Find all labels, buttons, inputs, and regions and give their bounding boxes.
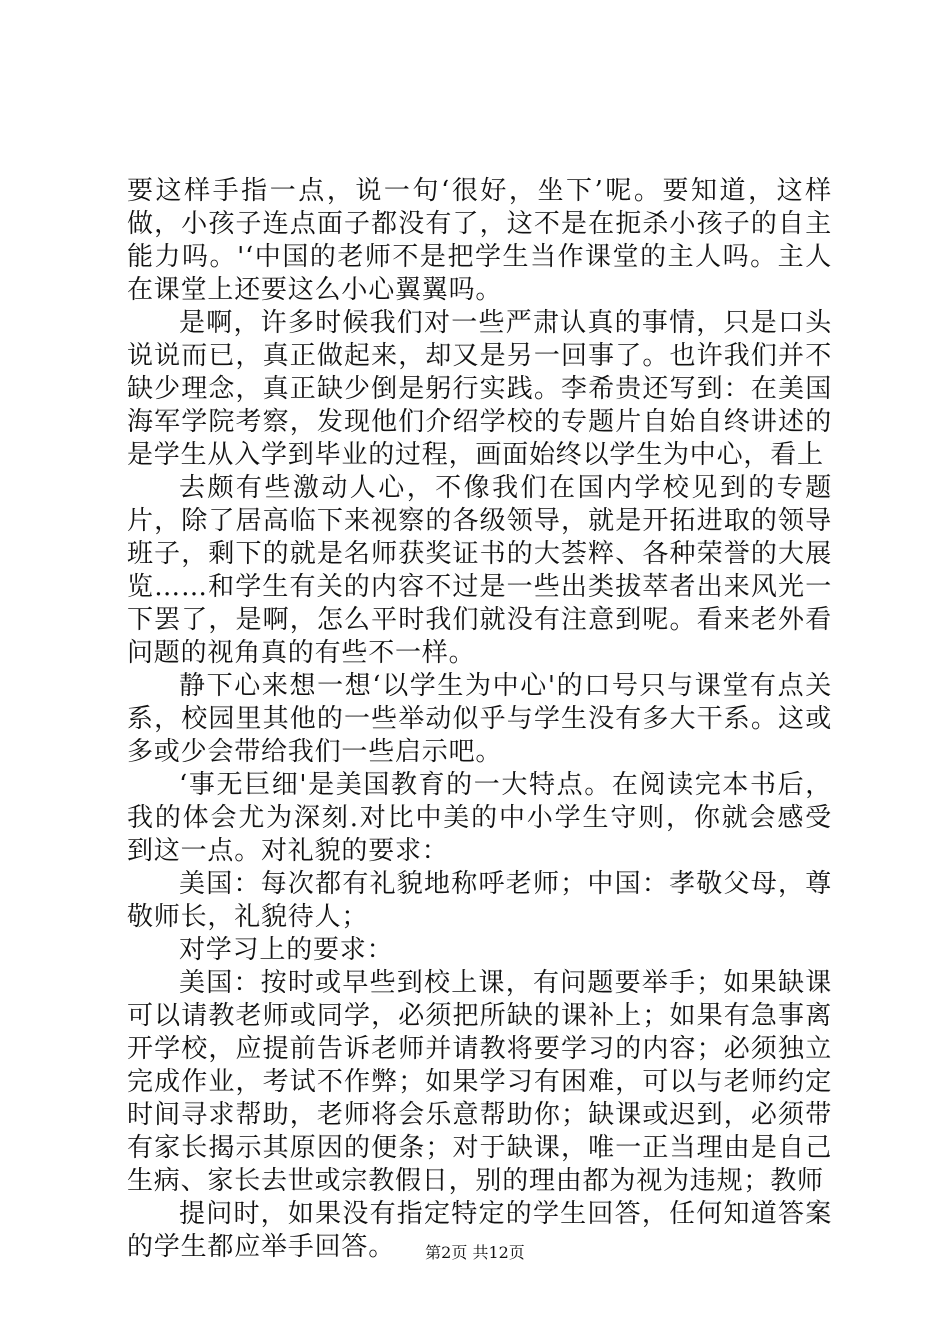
paragraph-7: 对学习上的要求：	[179, 935, 394, 965]
paragraph-1: 要这样手指一点，说一句‘很好，坐下’呢。要知道，这样做，小孩子连点面子都没有了，这不是在扼杀小孩子的自主能力吗。'‘中国的老师不是把学生当作课堂的主人吗。主人在课堂上还要这么小心翼翼吗。	[127, 176, 832, 305]
paragraph-2: 是啊，许多时候我们对一些严肃认真的事情，只是口头说说而已，真正做起来，却又是另一回事了。也许我们并不缺少理念，真正缺少倒是躬行实践。李希贵还写到：在美国海军学院考察，发现他们介绍学校的专题片自始自终讲述的是学生从入学到毕业的过程，画面始终以学生为中心，看上	[127, 308, 832, 470]
paragraph-6: 美国：每次都有礼貌地称呼老师；中国：孝敬父母，尊敬师长，礼貌待人；	[127, 869, 832, 932]
paragraph-3: 去颇有些激动人心，不像我们在国内学校见到的专题片，除了居高临下来视察的各级领导，就是开拓进取的领导班子，剩下的就是名师获奖证书的大荟粹、各种荣誉的大展览……和学生有关的内容不过是一些出类拔萃者出来风光一下罢了，是啊，怎么平时我们就没有注意到呢。看来老外看问题的视角真的有些不一样。	[127, 473, 832, 668]
page-footer: 第2页 共12页	[425, 1243, 525, 1262]
paragraph-9: 提问时，如果没有指定特定的学生回答，任何知道答案的学生都应举手回答。	[127, 1199, 832, 1262]
paragraph-8: 美国：按时或早些到校上课，有问题要举手；如果缺课可以请教老师或同学，必须把所缺的课补上；如果有急事离开学校，应提前告诉老师并请教将要学习的内容；必须独立完成作业，考试不作弊；如果学习有困难，可以与老师约定时间寻求帮助，老师将会乐意帮助你；缺课或迟到，必须带有家长揭示其原因的便条；对于缺课，唯一正当理由是自己生病、家长去世或宗教假日，别的理由都为视为违规；教师	[127, 968, 832, 1196]
paragraph-5: ‘事无巨细'是美国教育的一大特点。在阅读完本书后，我的体会尤为深刻.对比中美的中小学生守则，你就会感受到这一点。对礼貌的要求：	[127, 770, 832, 866]
paragraph-4: 静下心来想一想‘以学生为中心'的口号只与课堂有点关系，校园里其他的一些举动似乎与学生没有多大干系。这或多或少会带给我们一些启示吧。	[127, 671, 832, 767]
document-body	[127, 175, 832, 1264]
